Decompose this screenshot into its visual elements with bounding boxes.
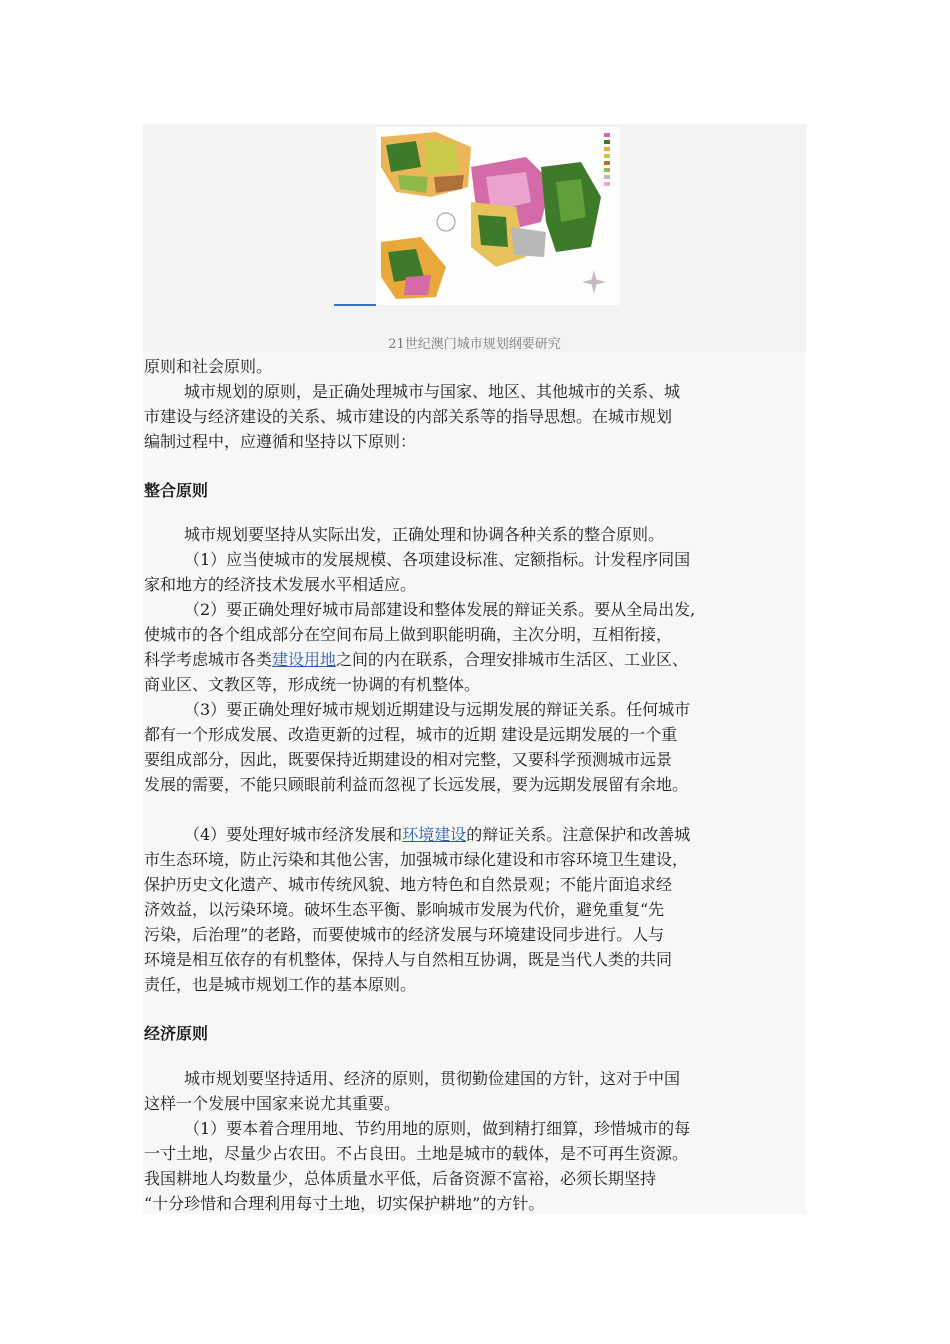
text-segment: 的辩证关系。注意保护和改善城: [466, 825, 691, 844]
text-line: 济效益，以污染环境。破坏生态平衡、影响城市发展为代价，避免重复“先: [144, 900, 665, 919]
text-line: 市建设与经济建设的关系、城市建设的内部关系等的指导思想。在城市规划: [144, 407, 673, 426]
text-line: 保护历史文化遗产、城市传统风貌、地方特色和自然景观；不能片面追求经: [144, 875, 673, 894]
section-heading-integration: 整合原则: [144, 481, 209, 500]
text-line: 家和地方的经济技术发展水平相适应。: [144, 575, 417, 594]
text-segment: 之间的内在联系，合理安排城市生活区、工业区、: [336, 650, 689, 669]
text-line: （1）要本着合理用地、节约用地的原则，做到精打细算，珍惜城市的每: [184, 1119, 691, 1138]
section-heading-economy: 经济原则: [144, 1024, 209, 1043]
text-line: 污染，后治理”的老路，而要使城市的经济发展与环境建设同步进行。人与: [144, 925, 665, 944]
text-segment: （4）要处理好城市经济发展和: [184, 825, 403, 844]
text-line: “十分珍惜和合理利用每寸土地，切实保护耕地”的方针。: [144, 1194, 545, 1213]
text-line: 环境是相互依存的有机整体，保持人与自然相互协调，既是当代人类的共同: [144, 950, 673, 969]
text-line: 城市规划的原则，是正确处理城市与国家、地区、其他城市的关系、城: [184, 382, 681, 401]
figure: [143, 124, 806, 352]
text-segment: 科学考虑城市各类: [144, 650, 273, 669]
text-line: 编制过程中，应遵循和坚持以下原则：: [144, 432, 417, 451]
text-line: 使城市的各个组成部分在空间布局上做到职能明确，主次分明，互相衔接，: [144, 625, 673, 644]
image-link-underline[interactable]: [334, 304, 376, 306]
text-line: （1）应当使城市的发展规模、各项建设标准、定额指标。计发程序同国: [184, 550, 691, 569]
text-line: 城市规划要坚持从实际出发，正确处理和协调各种关系的整合原则。: [184, 525, 665, 544]
text-line: （3）要正确处理好城市规划近期建设与远期发展的辩证关系。任何城市: [184, 700, 691, 719]
text-line: 城市规划要坚持适用、经济的原则，贯彻勤俭建国的方针，这对于中国: [184, 1069, 681, 1088]
text-line: [184, 823, 849, 847]
text-line: [144, 648, 809, 672]
city-plan-map-image: [376, 127, 620, 305]
text-line: 商业区、文教区等，形成统一协调的有机整体。: [144, 675, 481, 694]
figure-caption: 21世纪澳门城市规划纲要研究: [388, 337, 561, 352]
macau-plan-map-illustration: [376, 127, 620, 305]
text-line: （2）要正确处理好城市局部建设和整体发展的辩证关系。要从全局出发,: [184, 600, 696, 619]
text-line: 发展的需要，不能只顾眼前利益而忽视了长远发展，要为远期发展留有余地。: [144, 775, 689, 794]
text-line: 原则和社会原则。: [144, 357, 273, 376]
text-line: 我国耕地人均数量少，总体质量水平低，后备资源不富裕，必须长期坚持: [144, 1169, 657, 1188]
text-line: 一寸土地，尽量少占农田。不占良田。土地是城市的载体，是不可再生资源。: [144, 1144, 689, 1163]
text-line: 都有一个形成发展、改造更新的过程，城市的近期 建设是远期发展的一个重: [144, 725, 678, 744]
text-line: 这样一个发展中国家来说尤其重要。: [144, 1094, 401, 1113]
text-line: 市生态环境，防止污染和其他公害，加强城市绿化建设和市容环境卫生建设，: [144, 850, 689, 869]
link-construction-land[interactable]: 建设用地: [272, 650, 337, 669]
text-line: 要组成部分，因此，既要保持近期建设的相对完整，又要科学预测城市远景: [144, 750, 673, 769]
link-environment-construction[interactable]: 环境建设: [402, 825, 467, 844]
text-line: 责任，也是城市规划工作的基本原则。: [144, 975, 417, 994]
